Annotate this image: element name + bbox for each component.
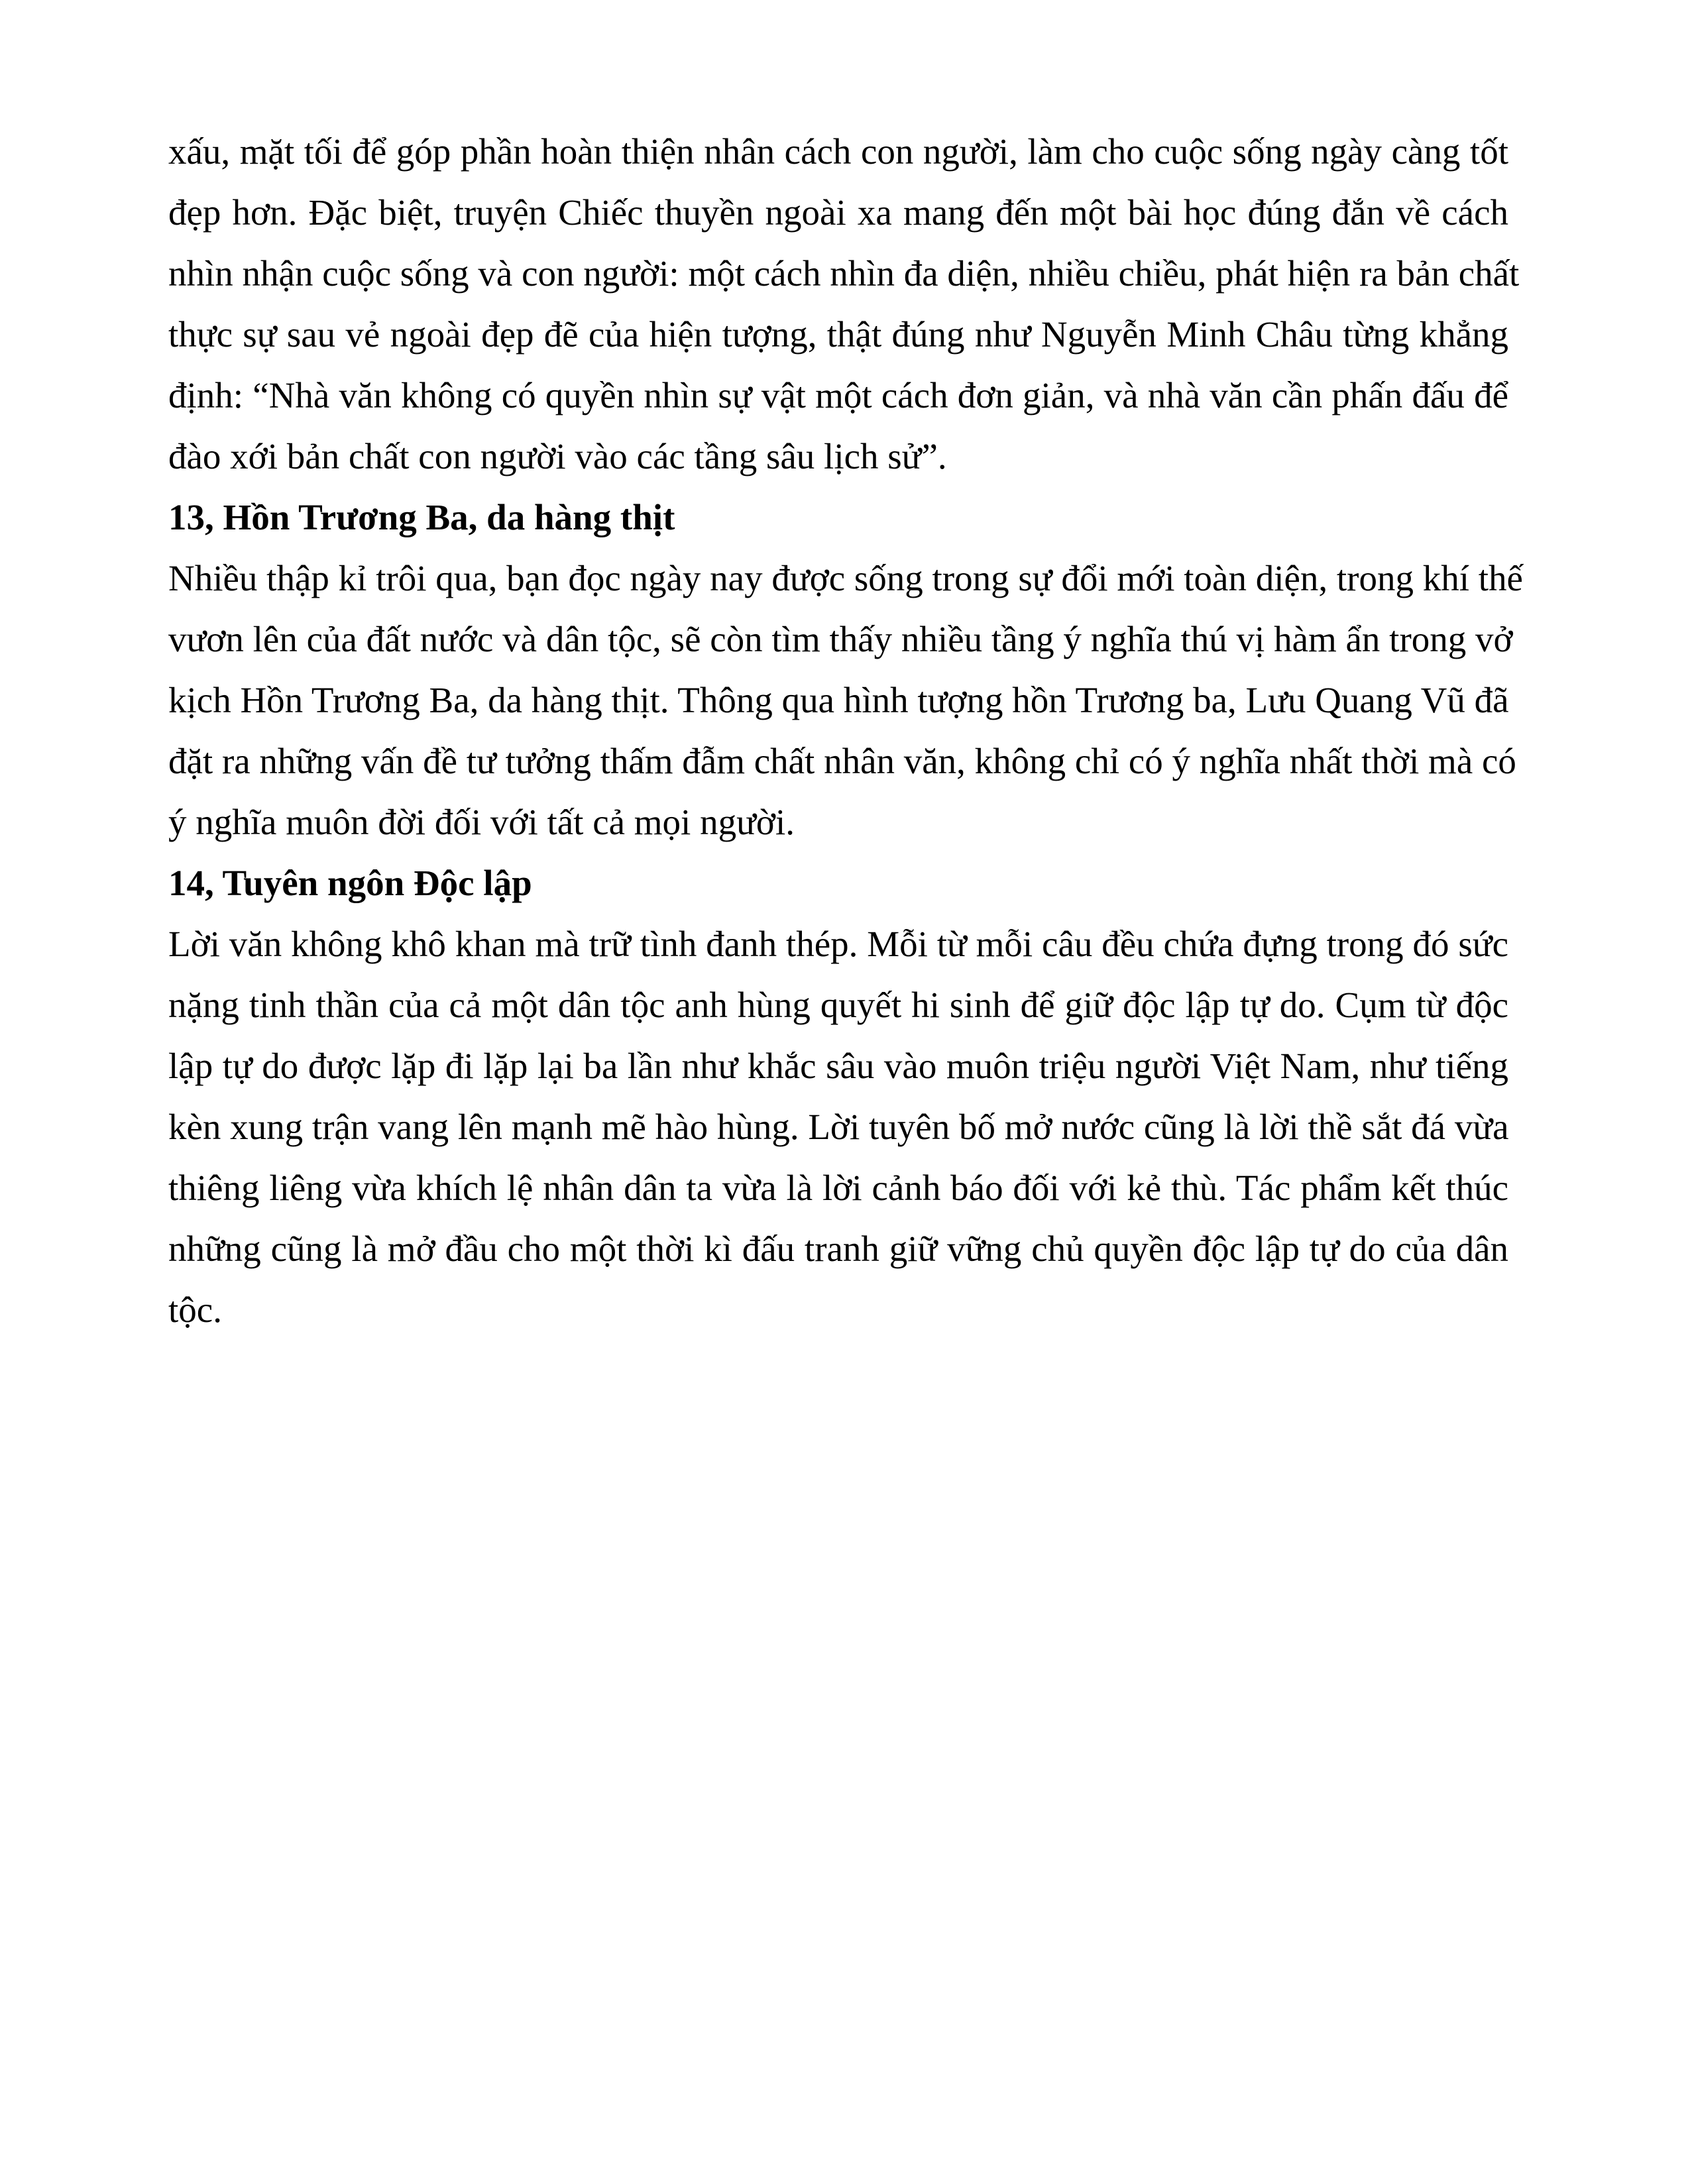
text-line: xấu, mặt tối để góp phần hoàn thiện nhân cách con người, làm cho cuộc sống ngày càng tốt [168,131,1508,172]
text-line: những cũng là mở đầu cho một thời kì đấu tranh giữ vững chủ quyền độc lập tự do của dân [168,1228,1508,1269]
text-line: kịch Hồn Trương Ba, da hàng thịt. Thông qua hình tượng hồn Trương ba, Lưu Quang Vũ đã [168,680,1509,720]
paragraph-intro [168,121,1520,487]
text-line: lập tự do được lặp đi lặp lại ba lần như khắc sâu vào muôn triệu người Việt Nam, như tiếng [168,1046,1508,1086]
document-page [168,121,1523,1340]
text-line: Lời văn không khô khan mà trữ tình đanh thép. Mỗi từ mỗi câu đều chứa đựng trong đó sức [168,924,1508,964]
section-14-paragraph [168,914,1508,1340]
text-line: nhìn nhận cuộc sống và con người: một cách nhìn đa diện, nhiều chiều, phát hiện ra bản chất [168,253,1520,294]
text-line: đặt ra những vấn đề tư tưởng thấm đẫm chất nhân văn, không chỉ có ý nghĩa nhất thời mà có [168,741,1516,781]
text-line: Nhiều thập kỉ trôi qua, bạn đọc ngày nay được sống trong sự đổi mới toàn diện, trong khí thế [168,558,1523,598]
section-13-paragraph [168,548,1523,853]
section-heading-14: 14, Tuyên ngôn Độc lập [168,863,532,903]
text-line: thực sự sau vẻ ngoài đẹp đẽ của hiện tượng, thật đúng như Nguyễn Minh Châu từng khẳng [168,314,1508,355]
text-line: định: “Nhà văn không có quyền nhìn sự vật một cách đơn giản, và nhà văn cần phấn đấu để [168,375,1508,415]
text-line: đẹp hơn. Đặc biệt, truyện Chiếc thuyền ngoài xa mang đến một bài học đúng đắn về cách [168,192,1508,233]
text-line: đào xới bản chất con người vào các tầng sâu lịch sử”. [168,436,947,476]
text-line: tộc. [168,1289,222,1330]
text-line: vươn lên của đất nước và dân tộc, sẽ còn tìm thấy nhiều tầng ý nghĩa thú vị hàm ẩn trong vở [168,619,1513,659]
text-line: kèn xung trận vang lên mạnh mẽ hào hùng. Lời tuyên bố mở nước cũng là lời thề sắt đá vừa [168,1107,1509,1147]
section-heading-13: 13, Hồn Trương Ba, da hàng thịt [168,497,675,537]
text-line: thiêng liêng vừa khích lệ nhân dân ta vừa là lời cảnh báo đối với kẻ thù. Tác phẩm kết thúc [168,1168,1508,1208]
text-line: ý nghĩa muôn đời đối với tất cả mọi người. [168,802,795,842]
text-line: nặng tinh thần của cả một dân tộc anh hùng quyết hi sinh để giữ độc lập tự do. Cụm từ độc [168,985,1508,1025]
